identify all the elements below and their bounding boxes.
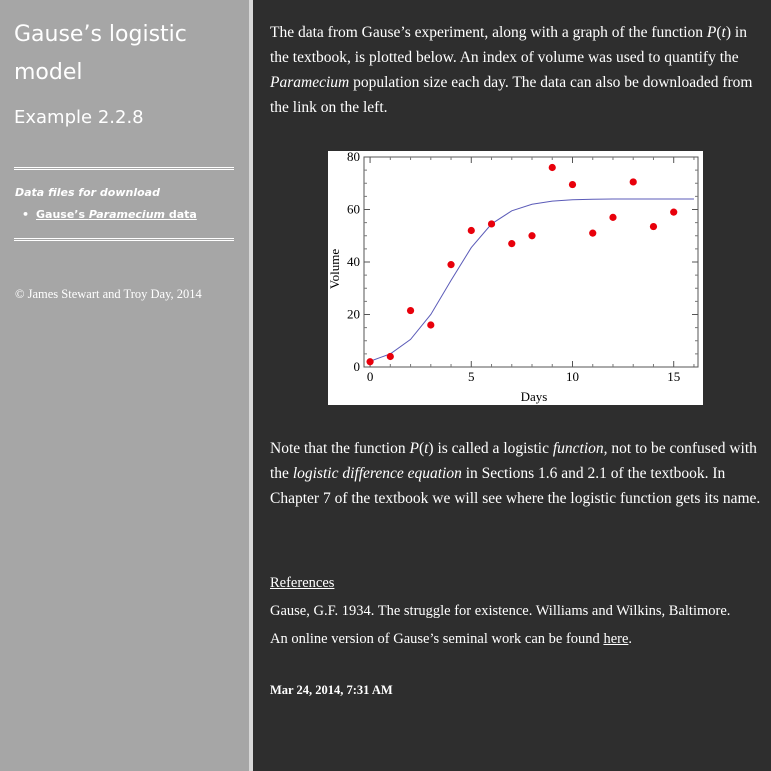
bullet-icon: • — [22, 208, 30, 221]
data-point — [589, 230, 596, 237]
copyright: © James Stewart and Troy Day, 2014 — [15, 287, 202, 301]
references-heading: References — [270, 575, 335, 591]
x-tick-label: 15 — [667, 369, 681, 384]
text: The data from Gause’s experiment, along with a graph of the function — [270, 24, 707, 41]
here-link[interactable]: here — [603, 631, 629, 647]
data-point — [366, 358, 373, 365]
text: Note that the function — [270, 440, 410, 457]
text: in Sections 1.6 and 2.1 of the textbook. In Chapter 7 of the textbook we will see where the logistic function gets its name. — [270, 465, 761, 507]
y-tick-label: 60 — [347, 201, 360, 217]
sidebar-rule-bottom — [14, 238, 234, 241]
last-updated-date: Mar 24, 2014, 7:31 AM — [270, 683, 393, 697]
data-point — [670, 209, 677, 216]
data-point — [569, 181, 576, 188]
data-point — [387, 353, 394, 360]
x-tick-label: 5 — [468, 369, 475, 384]
data-point — [468, 227, 475, 234]
list-item — [22, 208, 197, 221]
y-axis-label: Volume — [328, 248, 342, 290]
text: in the textbook, is plotted below. An index of volume was used to quantify the — [270, 24, 747, 66]
text: population size each day. The data can also be downloaded from the link on the left. — [270, 74, 753, 116]
files-heading: Data files for download — [15, 186, 160, 199]
emphasis: logistic difference equation — [292, 465, 462, 482]
x-tick-label: 10 — [565, 369, 579, 384]
page-title: Gause’s logistic model — [14, 22, 187, 85]
x-axis-label: Days — [520, 389, 548, 404]
data-point — [427, 321, 434, 328]
chart-axes — [347, 151, 698, 384]
chart — [328, 151, 703, 405]
data-points-layer — [366, 164, 677, 365]
data-point — [650, 223, 657, 230]
data-point — [528, 232, 535, 239]
files-list — [22, 208, 197, 221]
data-point — [609, 214, 616, 221]
text: is called a logistic — [433, 440, 553, 457]
reference-online-version — [270, 631, 632, 648]
link-text-emph: Paramecium — [88, 208, 165, 221]
y-tick-label: 0 — [353, 359, 360, 374]
note-paragraph: Note that the function P(t) is called a logistic function, not to be confused with the logistic difference equation in Sections 1.6 and 2.1 of the textbook. In Chapter 7 of the textbook we will see where the logistic function gets its name. — [270, 440, 761, 507]
emphasis: Paramecium — [270, 74, 350, 91]
data-point — [488, 220, 495, 227]
reference-gause-1934: Gause, G.F. 1934. The struggle for existence. Williams and Wilkins, Baltimore. — [270, 603, 731, 619]
data-point — [630, 178, 637, 185]
intro-paragraph: The data from Gause’s experiment, along with a graph of the function P(t) in the textbook, is plotted below. An index of volume was used to quantify the Paramecium population size each day. The data can also be downloaded from the link on the left. — [270, 24, 753, 116]
function-name: P — [706, 24, 717, 41]
y-tick-label: 80 — [347, 151, 360, 164]
logistic-curve-layer — [370, 199, 694, 361]
data-point — [508, 240, 515, 247]
data-point — [447, 261, 454, 268]
data-point — [549, 164, 556, 171]
function-name: P — [409, 440, 419, 457]
sidebar-rule-top — [14, 167, 234, 170]
data-point — [407, 307, 414, 314]
text: An online version of Gause’s seminal work can be found — [270, 631, 604, 647]
logistic-curve — [370, 199, 694, 361]
function-arg: t — [721, 24, 726, 41]
link-text-suffix: data — [165, 208, 197, 221]
link-text-prefix: Gause’s — [36, 208, 89, 221]
page-subtitle: Example 2.2.8 — [14, 107, 144, 128]
sidebar-divider — [249, 0, 253, 771]
y-tick-label: 40 — [347, 254, 360, 269]
y-tick-label: 20 — [347, 306, 360, 322]
text: , not to be confused with the — [270, 440, 757, 482]
function-arg: t — [424, 440, 429, 457]
paramecium-data-link[interactable] — [36, 208, 197, 221]
x-tick-label: 0 — [366, 369, 374, 384]
text: . — [628, 631, 633, 647]
emphasis: function — [552, 440, 604, 457]
chart-svg — [328, 151, 703, 405]
